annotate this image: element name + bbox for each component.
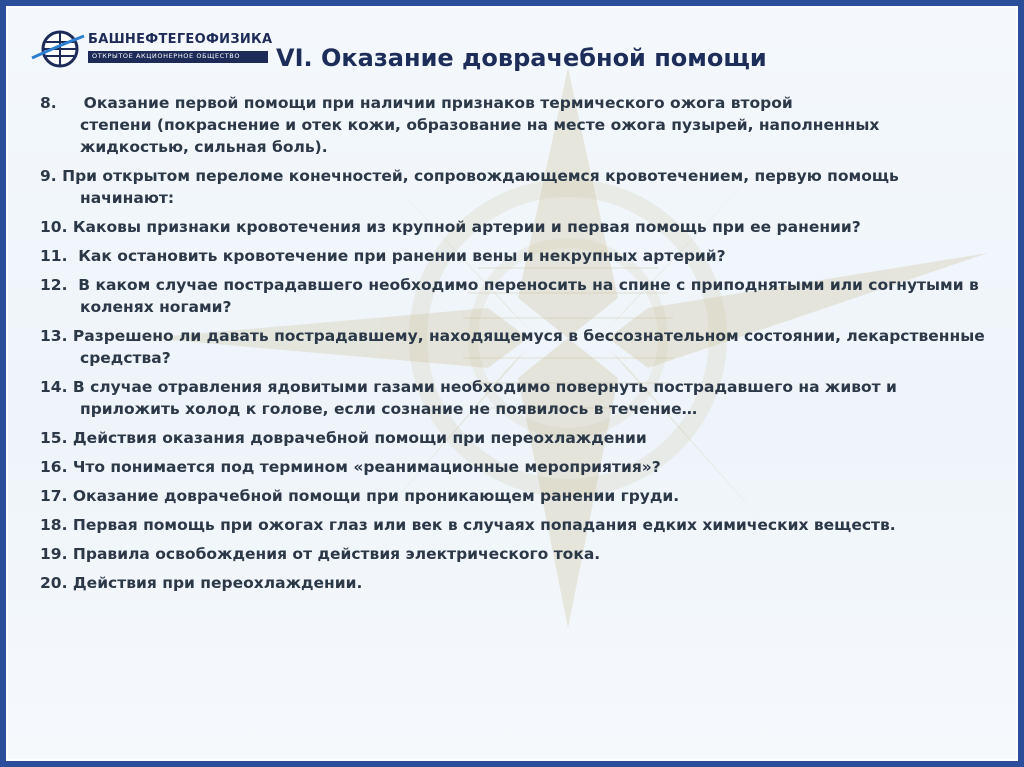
list-item	[40, 514, 990, 536]
question-text: Оказание первой помощи при наличии признаков термического ожога второй	[83, 94, 793, 112]
question-text: Оказание доврачебной помощи при проникающем ранении груди.	[72, 487, 680, 505]
list-item	[40, 427, 990, 449]
list-item	[40, 165, 990, 209]
question-number: 20.	[40, 574, 68, 592]
question-number: 15.	[40, 429, 68, 447]
question-text: Как остановить кровотечение при ранении вены и некрупных артерий?	[78, 247, 726, 265]
question-number: 9.	[40, 167, 57, 185]
logo-subtitle: ОТКРЫТОЕ АКЦИОНЕРНОЕ ОБЩЕСТВО	[92, 52, 241, 60]
question-text: Действия оказания доврачебной помощи при переохлаждении	[72, 429, 647, 447]
list-item	[40, 485, 990, 507]
question-text: Каковы признаки кровотечения из крупной артерии и первая помощь при ее ранении?	[72, 218, 861, 236]
page-title: VI. Оказание доврачебной помощи	[276, 44, 767, 72]
list-item	[40, 325, 990, 369]
question-text: Что понимается под термином «реанимационные мероприятия»?	[72, 458, 661, 476]
logo-company-name: БАШНЕФТЕГЕОФИЗИКА	[88, 32, 273, 47]
list-item	[40, 456, 990, 478]
list-item	[40, 376, 990, 420]
question-text: Первая помощь при ожогах глаз или век в случаях попадания едких химических веществ.	[72, 516, 896, 534]
question-text: Разрешено ли давать пострадавшему, находящемуся в бессознательном состоянии, лекарственные средства?	[72, 327, 985, 367]
question-number: 14.	[40, 378, 68, 396]
question-text: В случае отравления ядовитыми газами необходимо повернуть пострадавшего на живот и приложить холод к голове, если сознание не появилось в течение…	[72, 378, 897, 418]
list-item	[40, 216, 990, 238]
question-text: В каком случае пострадавшего необходимо переносить на спине с приподнятыми или согнутыми в коленях ногами?	[78, 276, 979, 316]
list-item	[40, 572, 990, 594]
question-text: Правила освобождения от действия электрического тока.	[72, 545, 601, 563]
question-number: 19.	[40, 545, 68, 563]
question-number: 8.	[40, 94, 57, 112]
list-item	[40, 92, 990, 158]
question-text-continued: степени (покраснение и отек кожи, образование на месте ожога пузырей, наполненных жидкостью, сильная боль).	[80, 116, 880, 156]
question-number: 13.	[40, 327, 68, 345]
question-text: Действия при переохлаждении.	[72, 574, 363, 592]
list-item	[40, 245, 990, 267]
slide-content	[6, 6, 1018, 761]
globe-logo-icon	[30, 28, 86, 68]
question-list	[40, 92, 990, 601]
list-item	[40, 543, 990, 565]
question-number: 16.	[40, 458, 68, 476]
question-number: 18.	[40, 516, 68, 534]
list-item	[40, 274, 990, 318]
question-number: 11.	[40, 247, 68, 265]
question-number: 17.	[40, 487, 68, 505]
question-text: При открытом переломе конечностей, сопровождающемся кровотечением, первую помощь начинают:	[62, 167, 899, 207]
question-number: 12.	[40, 276, 68, 294]
company-logo	[30, 22, 273, 74]
question-number: 10.	[40, 218, 68, 236]
